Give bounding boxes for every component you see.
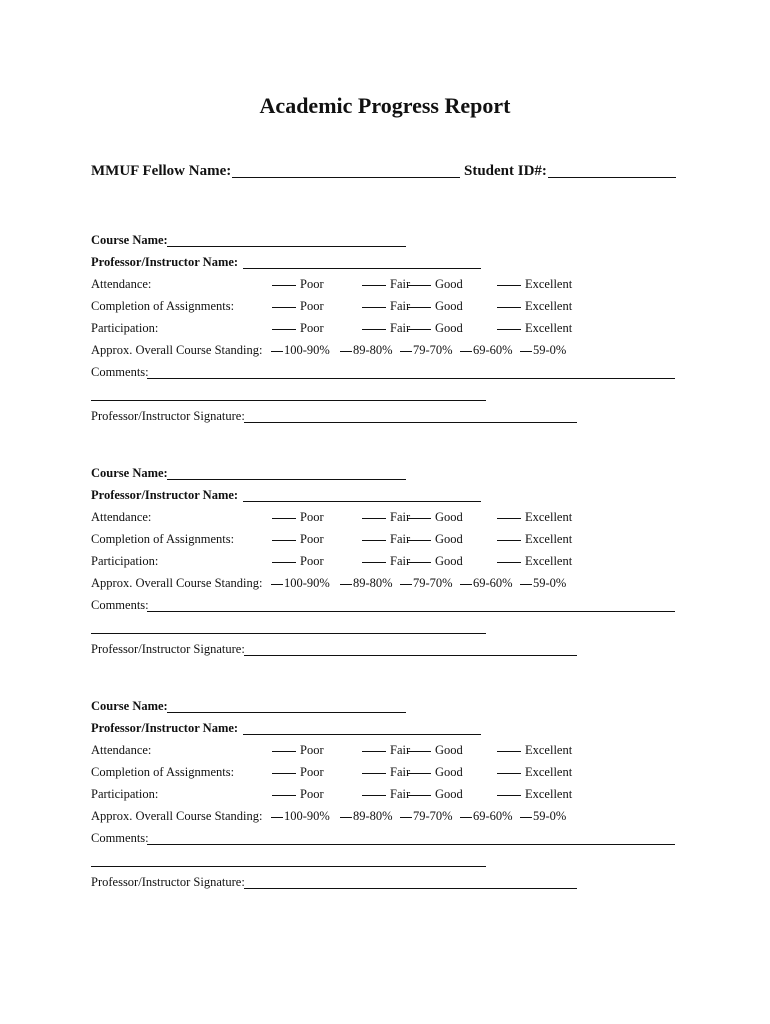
rating-poor[interactable]: Poor [272,299,324,314]
rating-good[interactable]: Good [407,765,463,780]
standing-label: Approx. Overall Course Standing: [91,576,263,590]
standing-label: Approx. Overall Course Standing: [91,809,263,823]
comments-line-1[interactable] [147,378,675,379]
standing-option-79-70[interactable]: 79-70% [400,809,453,824]
course-name-label: Course Name: [91,699,168,713]
attendance-label: Attendance: [91,277,152,291]
rating-good[interactable]: Good [407,743,463,758]
rating-excellent[interactable]: Excellent [497,765,572,780]
course-name-field[interactable] [167,246,406,247]
signature-field[interactable] [244,422,577,423]
rating-excellent[interactable]: Excellent [497,299,572,314]
rating-poor[interactable]: Poor [272,765,324,780]
standing-option-59-0[interactable]: 59-0% [520,809,566,824]
standing-option-69-60[interactable]: 69-60% [460,809,513,824]
completion-label: Completion of Assignments: [91,765,235,779]
comments-line-2[interactable] [91,400,486,401]
participation-label: Participation: [91,554,159,568]
instructor-name-field[interactable] [243,268,481,269]
rating-fair[interactable]: Fair [362,532,410,547]
fellow-name-field[interactable] [232,177,460,178]
rating-fair[interactable]: Fair [362,299,410,314]
signature-label: Professor/Instructor Signature: [91,875,245,889]
rating-excellent[interactable]: Excellent [497,743,572,758]
rating-poor[interactable]: Poor [272,510,324,525]
rating-poor[interactable]: Poor [272,787,324,802]
comments-label: Comments: [91,598,149,612]
rating-excellent[interactable]: Excellent [497,787,572,802]
instructor-name-label: Professor/Instructor Name: [91,255,239,269]
standing-option-59-0[interactable]: 59-0% [520,343,566,358]
standing-option-89-80[interactable]: 89-80% [340,343,393,358]
student-id-label: Student ID#: [464,163,547,179]
rating-good[interactable]: Good [407,321,463,336]
rating-fair[interactable]: Fair [362,765,410,780]
student-id-field[interactable] [548,177,676,178]
participation-label: Participation: [91,787,159,801]
rating-good[interactable]: Good [407,277,463,292]
comments-line-1[interactable] [147,611,675,612]
rating-poor[interactable]: Poor [272,532,324,547]
completion-label: Completion of Assignments: [91,299,235,313]
course-name-field[interactable] [167,712,406,713]
rating-fair[interactable]: Fair [362,787,410,802]
standing-option-89-80[interactable]: 89-80% [340,576,393,591]
course-section-2 [0,466,770,686]
rating-excellent[interactable]: Excellent [497,510,572,525]
rating-excellent[interactable]: Excellent [497,532,572,547]
course-name-label: Course Name: [91,233,168,247]
standing-option-79-70[interactable]: 79-70% [400,343,453,358]
course-name-label: Course Name: [91,466,168,480]
standing-option-59-0[interactable]: 59-0% [520,576,566,591]
standing-option-69-60[interactable]: 69-60% [460,576,513,591]
rating-excellent[interactable]: Excellent [497,554,572,569]
standing-option-100-90[interactable]: 100-90% [271,343,330,358]
course-section-1 [0,233,770,453]
standing-option-79-70[interactable]: 79-70% [400,576,453,591]
rating-fair[interactable]: Fair [362,743,410,758]
comments-line-2[interactable] [91,866,486,867]
rating-good[interactable]: Good [407,554,463,569]
page-title: Academic Progress Report [259,93,511,118]
participation-label: Participation: [91,321,159,335]
rating-fair[interactable]: Fair [362,510,410,525]
rating-excellent[interactable]: Excellent [497,277,572,292]
rating-fair[interactable]: Fair [362,554,410,569]
instructor-name-label: Professor/Instructor Name: [91,488,239,502]
standing-option-89-80[interactable]: 89-80% [340,809,393,824]
comments-label: Comments: [91,365,149,379]
rating-fair[interactable]: Fair [362,277,410,292]
standing-label: Approx. Overall Course Standing: [91,343,263,357]
comments-label: Comments: [91,831,149,845]
rating-good[interactable]: Good [407,532,463,547]
signature-label: Professor/Instructor Signature: [91,409,245,423]
signature-field[interactable] [244,888,577,889]
rating-good[interactable]: Good [407,510,463,525]
standing-option-100-90[interactable]: 100-90% [271,809,330,824]
comments-line-2[interactable] [91,633,486,634]
rating-poor[interactable]: Poor [272,277,324,292]
rating-poor[interactable]: Poor [272,321,324,336]
instructor-name-field[interactable] [243,501,481,502]
comments-line-1[interactable] [147,844,675,845]
completion-label: Completion of Assignments: [91,532,235,546]
rating-poor[interactable]: Poor [272,743,324,758]
signature-label: Professor/Instructor Signature: [91,642,245,656]
instructor-name-label: Professor/Instructor Name: [91,721,239,735]
rating-good[interactable]: Good [407,299,463,314]
course-section-3 [0,699,770,919]
signature-field[interactable] [244,655,577,656]
rating-poor[interactable]: Poor [272,554,324,569]
standing-option-100-90[interactable]: 100-90% [271,576,330,591]
instructor-name-field[interactable] [243,734,481,735]
attendance-label: Attendance: [91,510,152,524]
attendance-label: Attendance: [91,743,152,757]
rating-good[interactable]: Good [407,787,463,802]
fellow-name-label: MMUF Fellow Name: [91,163,232,179]
standing-option-69-60[interactable]: 69-60% [460,343,513,358]
rating-fair[interactable]: Fair [362,321,410,336]
rating-excellent[interactable]: Excellent [497,321,572,336]
course-name-field[interactable] [167,479,406,480]
